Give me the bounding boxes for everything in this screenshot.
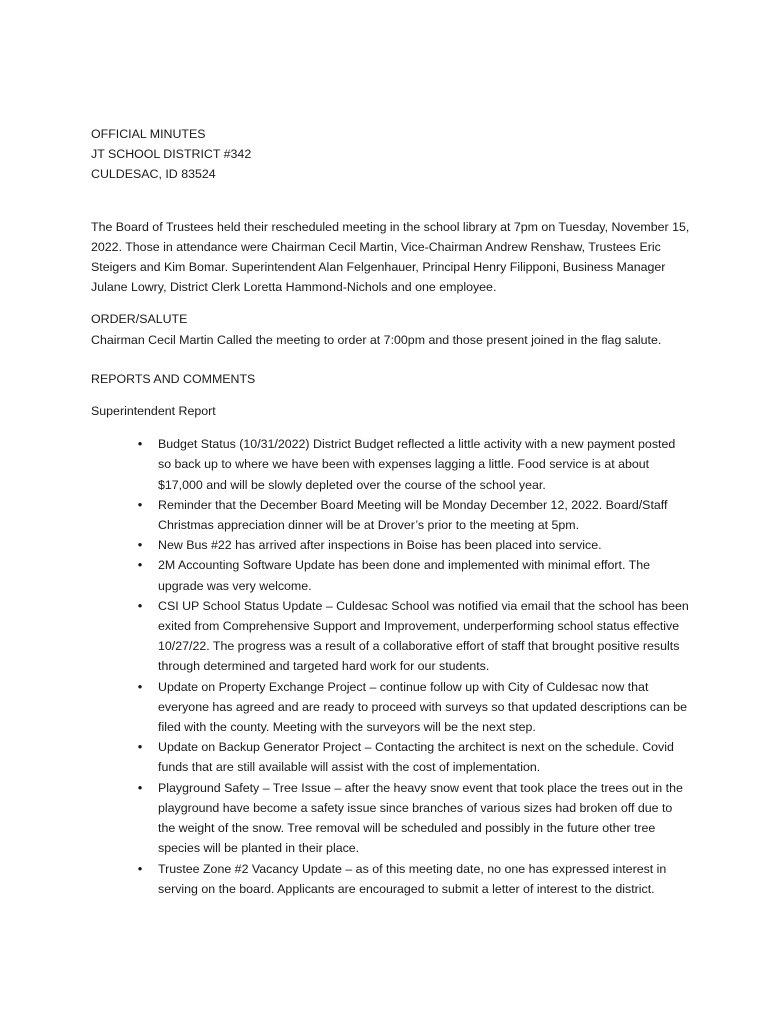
- reports-heading: REPORTS AND COMMENTS: [91, 371, 256, 386]
- superintendent-report-list: [91, 434, 691, 899]
- order-text: Chairman Cecil Martin Called the meeting to order at 7:00pm and those present joined in the flag salute.: [91, 332, 662, 347]
- list-item-text: Trustee Zone #2 Vacancy Update – as of this meeting date, no one has expressed interest in serving on the board. Applicants are encouraged to submit a letter of interest to the district.: [158, 861, 667, 896]
- list-item-text: Playground Safety – Tree Issue – after the heavy snow event that took place the trees out in the playground have become a safety issue since branches of various sizes had broken off due to the weight of the snow. Tree removal will be scheduled and possibly in the future other tree species will be planted in their place.: [158, 780, 683, 856]
- list-item: [91, 535, 691, 555]
- bullet-icon: •: [137, 860, 143, 876]
- bullet-icon: •: [137, 678, 143, 694]
- bullet-icon: •: [137, 537, 143, 553]
- list-item: [91, 737, 691, 777]
- list-item-text: Update on Property Exchange Project – continue follow up with City of Culdesac now that everyone has agreed and are ready to proceed with surveys so that updated descriptions can be filed with the county. Meeting with the surveyors will be the next step.: [158, 679, 687, 735]
- list-item-text: 2M Accounting Software Update has been done and implemented with minimal effort. The upgrade was very welcome.: [158, 558, 651, 593]
- intro-paragraph: The Board of Trustees held their rescheduled meeting in the school library at 7pm on Tuesday, November 15, 2022. Those in attendance were Chairman Cecil Martin, Vice-Chairman Andrew Renshaw, Trustees Eric Steigers and Kim Bomar. Superintendent Alan Felgenhauer, Principal Henry Filipponi, Business Manager Julane Lowry, District Clerk Loretta Hammond-Nichols and one employee.: [91, 219, 690, 295]
- header-title: OFFICIAL MINUTES: [91, 127, 206, 141]
- list-item-text: CSI UP School Status Update – Culdesac School was notified via email that the school has been exited from Comprehensive Support and Improvement, underperforming school status effective 10/27/22. The progress was a result of a collaborative effort of staff that brought positive results through determined and targeted hard work for our students.: [158, 598, 689, 674]
- list-item-text: Update on Backup Generator Project – Contacting the architect is next on the schedule. Covid funds that are still available will assist with the cost of implementation.: [158, 740, 674, 775]
- list-item: [91, 434, 691, 495]
- bullet-icon: •: [137, 557, 143, 573]
- bullet-icon: •: [137, 597, 143, 613]
- list-item-text: New Bus #22 has arrived after inspections in Boise has been placed into service.: [158, 538, 602, 553]
- header-district: JT SCHOOL DISTRICT #342: [91, 147, 252, 162]
- list-item: [91, 495, 691, 535]
- order-heading: ORDER/SALUTE: [91, 312, 188, 327]
- list-item-text: Budget Status (10/31/2022) District Budget reflected a little activity with a new payment posted so back up to where we have been with expenses lagging a little. Food service is at about $17,000 and will be slowly depleted over the course of the school year.: [158, 437, 676, 492]
- list-item: [91, 677, 691, 738]
- bullet-icon: •: [137, 779, 143, 795]
- list-item-text: Reminder that the December Board Meeting will be Monday December 12, 2022. Board/Staff Christmas appreciation dinner will be at Drover’s prior to the meeting at 5pm.: [158, 497, 668, 533]
- header-location: CULDESAC, ID 83524: [91, 167, 216, 182]
- list-item: [91, 859, 691, 899]
- list-item: [91, 596, 691, 677]
- bullet-icon: •: [137, 436, 143, 452]
- list-item: [91, 555, 691, 595]
- document-header: [91, 124, 691, 185]
- bullet-icon: •: [137, 496, 143, 512]
- superintendent-report-heading: Superintendent Report: [91, 404, 216, 419]
- list-item: [91, 778, 691, 859]
- bullet-icon: •: [137, 739, 143, 755]
- document-page: [91, 124, 691, 899]
